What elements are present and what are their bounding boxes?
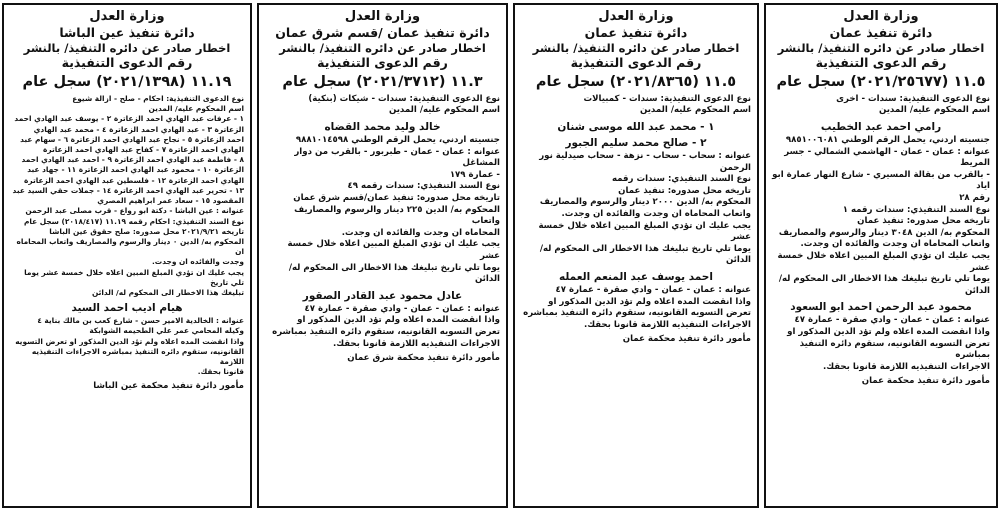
notice-3: [257, 3, 508, 508]
creditor-name: احمد يوسف عبد المنعم العمله: [559, 271, 713, 283]
creditor-name: عادل محمود عبد القادر الصقور: [302, 289, 463, 302]
text-line: تاريخه محل صدوره: تنفيذ عمان/قسم شرق عمان: [293, 193, 500, 204]
text-line: واذا انقضت المده اعلاه ولم تؤد الدين المذكور او: [297, 315, 500, 326]
case-heading: رقم الدعوى التنفيذية: [815, 55, 947, 71]
text-line: الدائن: [474, 274, 500, 285]
text-line: احمد الزعاترة ٥ - نجاح عبد الهادي احمد الزعاترة ٦ - سهام عبد: [20, 134, 244, 144]
case-number: ١١.٥ (٢٠٢١/٢٥٦٧٧) سجل عام: [776, 73, 986, 90]
text-line: واتعاب المحاماه ان وجدت والفائده ان وجدت.: [561, 209, 751, 220]
case-heading: رقم الدعوى التنفيذية: [317, 55, 448, 71]
text-line: ١٣ - تحرير عبد الهادي احمد الزعاترة ١٤ - جملات حقي السيد عبد: [12, 185, 244, 195]
text-line: ٨ - فاطمة عبد الهادي احمد الزعاترة ٩ - احمد عبد الهادي احمد: [21, 155, 244, 165]
text-line: واذا انقضت المده اعلاه ولم تؤد الدين المذكور او: [548, 296, 751, 307]
text-line: الهادي احمد الزعاترة ٧ - كفاح عبد الهادي احمد الزعاترة: [43, 144, 244, 154]
notice-2: [513, 3, 759, 508]
text-line: الهادي احمد الزعاترة ١٢ - فلسطين عبد الهادي احمد الزعاترة: [24, 175, 244, 185]
text-line: يوما تلي تاريخ تبليغك هذا الاخطار الى المحكوم له/: [288, 262, 500, 273]
text-line: المحكوم به/ الدين ٠ دينار والرسوم والمصاريف واتعاب المحاماه ان: [16, 236, 244, 257]
text-line: عنوانه : عمان - عمان - وادي صقرة - عمارة ٤٧: [304, 303, 500, 314]
text-line: عنوانه : عمان - عمان - وادي صقرة - عمارة ٤٧: [794, 315, 990, 326]
text-line: عنوانه : الخالدية الامير حسن - شارع كعب بن مالك بناية ٤: [37, 316, 244, 326]
case-number: ١١.٣ (٢٠٢١/٣٧١٢) سجل عام: [282, 73, 483, 90]
text-line: تبليغك هذا الاخطار الى المحكوم له/ الدائن: [91, 288, 244, 298]
text-line: واتعاب المحاماه ان وجدت والفائده ان وجدت.: [800, 239, 990, 250]
department-title: دائرة تنفيذ عمان /قسم شرق عمان: [275, 25, 490, 41]
text-line: يوما تلي تاريخ تبليغك هذا الاخطار الى المحكوم له/: [778, 274, 990, 285]
department-title: دائرة تنفيذ عمان: [829, 25, 933, 41]
text-line: يجب عليك ان تؤدي المبلغ المبين اعلاه خلال خمسة عشر: [287, 239, 500, 261]
creditor-name: محمود عبد الرحمن احمد ابو السعود: [790, 301, 972, 314]
case-heading: رقم الدعوى التنفيذية: [61, 55, 193, 71]
case-heading: رقم الدعوى التنفيذية: [570, 55, 702, 71]
case-number: ١١.١٩ (٢٠٢١/١٣٩٨) سجل عام: [22, 73, 232, 90]
debtor-name: رامي احمد عبد الخطيب: [820, 121, 942, 134]
notice-footer: مأمور دائرة تنفيذ محكمة شرق عمان: [347, 353, 500, 364]
text-line: نوع الدعوى التنفيذية: سندات - شيكات (بنكية): [308, 93, 500, 104]
text-line: ١ - عرفات عبد الهادي احمد الزعاترة ٢ - يوسف عبد الهادي احمد: [14, 114, 244, 124]
text-line: اسم المحكوم عليه/ المدين: [148, 104, 244, 114]
text-line: تاريخه محل صدوره: تنفيذ عمان: [618, 185, 751, 196]
text-line: تعرض التسويه القانونيه، ستقوم دائره التنفيذ بمباشره: [799, 338, 990, 361]
debtor-name: خالد وليد محمد القضاه: [324, 121, 441, 134]
ministry-title: وزارة العدل: [89, 9, 165, 24]
text-line: واذا انقضت المده اعلاه ولم تؤد الدين المذكور او تعرض التسويه: [15, 336, 244, 346]
text-line: رقم ٢٨: [959, 193, 990, 204]
text-line: المحكوم به/ الدين ٣٠٤٨ دينار والرسوم والمصاريف: [778, 227, 990, 238]
text-line: وجدت والفائده ان وجدت.: [151, 257, 244, 267]
text-line: الدائن: [964, 285, 990, 296]
text-line: تعرض التسويه القانونيه، ستقوم دائره التنفيذ بمباشره: [523, 308, 751, 319]
text-line: الزعاترة ١٠ - محمود عبد الهادي احمد الزعاترة ١١ - جهاد عبد: [27, 165, 244, 175]
text-line: عنوانه : عين الباشا - دكتة ابو رواع - قرب مصلى عبد الرحمن: [25, 206, 244, 216]
text-line: تاريخه محل صدوره: تنفيذ عمان: [857, 216, 990, 227]
notice-footer: مأمور دائرة تنفيذ محكمة عمان: [622, 334, 751, 345]
text-line: جنسيته اردني، يحمل الرقم الوطني ٩٨٥١٠٠٦٠٨١: [785, 135, 990, 146]
text-line: نوع السند التنفيذي: سندات رقمه ٤٩: [347, 181, 500, 192]
text-line: عنوانه : سحاب - سحاب - نزهة - سحاب صيدلية نور: [539, 151, 751, 162]
text-line: نوع الدعوى التنفيذية: احكام - صلح - ازالة شيوع: [72, 93, 244, 103]
text-line: الدائن: [725, 255, 751, 266]
text-line: المقصود ١٥ - سعاد عمر ابراهيم المصري: [97, 196, 244, 206]
notice-title: اخطار صادر عن دائره التنفيذ/ بالنشر: [777, 40, 985, 55]
notice-footer: مأمور دائرة تنفيذ محكمة عين الباشا: [93, 380, 244, 391]
text-line: الاجراءات التنفيذيه اللازمة قانونا بحقك.: [332, 338, 500, 349]
ministry-title: وزارة العدل: [598, 9, 674, 24]
text-line: يجب عليك ان تؤدي المبلغ المبين اعلاه خلال خمسة عشر: [777, 251, 990, 273]
text-line: الاجراءات التنفيذيه اللازمة قانونا بحقك.: [583, 319, 751, 330]
creditor-name: هيام اديب احمد السيد: [71, 302, 183, 315]
text-line: اسم المحكوم عليه/ المدين: [878, 105, 990, 116]
text-line: يجب عليك ان تؤدي المبلغ المبين اعلاه خلال خمسة عشر يوما تلي تاريخ: [24, 267, 244, 287]
text-line: اسم المحكوم عليه/ المدين: [639, 105, 751, 116]
text-line: القانونيه، ستقوم دائره التنفيذ بمباشره الاجراءات التنفيذيه اللازمة: [31, 346, 244, 367]
text-line: نوع الدعوى التنفيذية: سندات - اخرى: [836, 93, 990, 104]
ministry-title: وزارة العدل: [344, 9, 421, 24]
text-line: وكيله المحامي عمر علي الطحيمه الشوابكة: [89, 326, 244, 336]
text-line: قانونا بحقك.: [197, 367, 244, 377]
debtor-name: ٢ - صالح محمد سليم الجبور: [565, 137, 707, 150]
ministry-title: وزارة العدل: [843, 9, 919, 24]
department-title: دائرة تنفيذ عين الباشا: [59, 25, 195, 41]
notice-footer: مأمور دائرة تنفيذ محكمة عمان: [861, 376, 990, 387]
text-line: يجب عليك ان تؤدي المبلغ المبين اعلاه خلال خمسة عشر: [538, 220, 751, 243]
text-line: يوما تلي تاريخ تبليغك هذا الاخطار الى المحكوم له/: [539, 243, 751, 254]
text-line: تعرض التسويه القانونيه، ستقوم دائره التنفيذ بمباشره: [272, 326, 500, 337]
text-line: الرحمن: [719, 162, 751, 173]
text-line: الزعاترة ٣ - عبد الهادي احمد الزعاترة ٤ - محمد عبد الهادي: [33, 124, 244, 134]
debtor-name: ١ - محمد عبد الله موسى شنان: [557, 121, 715, 134]
text-line: نوع السند التنفيذي: سندات رقمه ١: [842, 204, 990, 215]
text-line: تاريخه ٢٠٢١/٩/٢١ محل صدوره: صلح حقوق عين الباشا: [49, 226, 244, 236]
text-line: جنسيته اردني، يحمل الرقم الوطني ٩٨٨١٠١٤٥٩٨: [295, 135, 500, 146]
text-line: واذا انقضت المده اعلاه ولم تؤد الدين المذكور او: [787, 326, 990, 337]
text-line: نوع الدعوى التنفيذية: سندات - كمبيالات: [583, 93, 751, 104]
notice-4: [2, 3, 252, 508]
text-line: المحكوم به/ الدين ٢٢٥ دينار والرسوم والمصاريف واتعاب: [294, 204, 500, 227]
text-line: المحاماه ان وجدت والفائده ان وجدت.: [341, 227, 500, 238]
notice-title: اخطار صادر عن دائره التنفيذ/ بالنشر: [23, 40, 231, 55]
text-line: نوع السند التنفيذي: سندات رقمه: [611, 174, 751, 185]
notice-1: [764, 3, 998, 508]
text-line: عنوانه : عمان - عمان - وادي صقرة - عمارة ٤٧: [555, 285, 751, 295]
text-line: الاجراءات التنفيذيه اللازمة قانونا بحقك.: [822, 361, 990, 372]
text-line: اسم المحكوم عليه/ المدين: [388, 105, 500, 116]
notice-title: اخطار صادر عن دائره التنفيذ/ بالنشر: [279, 40, 486, 55]
text-line: نوع السند التنفيذي: احكام رقمه ١١.١٩ (٢٠١٨/٤١٧) سجل عام: [23, 216, 244, 226]
text-line: - بالقرب من بقالة المسيري - شارع النهار عمارة ابو اياد: [772, 169, 990, 192]
notice-title: اخطار صادر عن دائره التنفيذ/ بالنشر: [532, 40, 740, 55]
text-line: عنوانه : عمان - عمان - الهاشمي الشمالي - جسر المريط: [784, 146, 990, 169]
text-line: المحكوم به/ الدين ٢٠٠٠ دينار والرسوم والمصاريف: [539, 197, 751, 208]
case-number: ١١.٥ (٢٠٢١/٨٣٦٥) سجل عام: [535, 73, 737, 90]
text-line: - عمارة ١٧٩: [449, 169, 500, 180]
department-title: دائرة تنفيذ عمان: [584, 25, 688, 41]
text-line: عنوانه : عمان - عمان - طبربور - بالقرب من دوار المشاغل: [294, 146, 500, 169]
